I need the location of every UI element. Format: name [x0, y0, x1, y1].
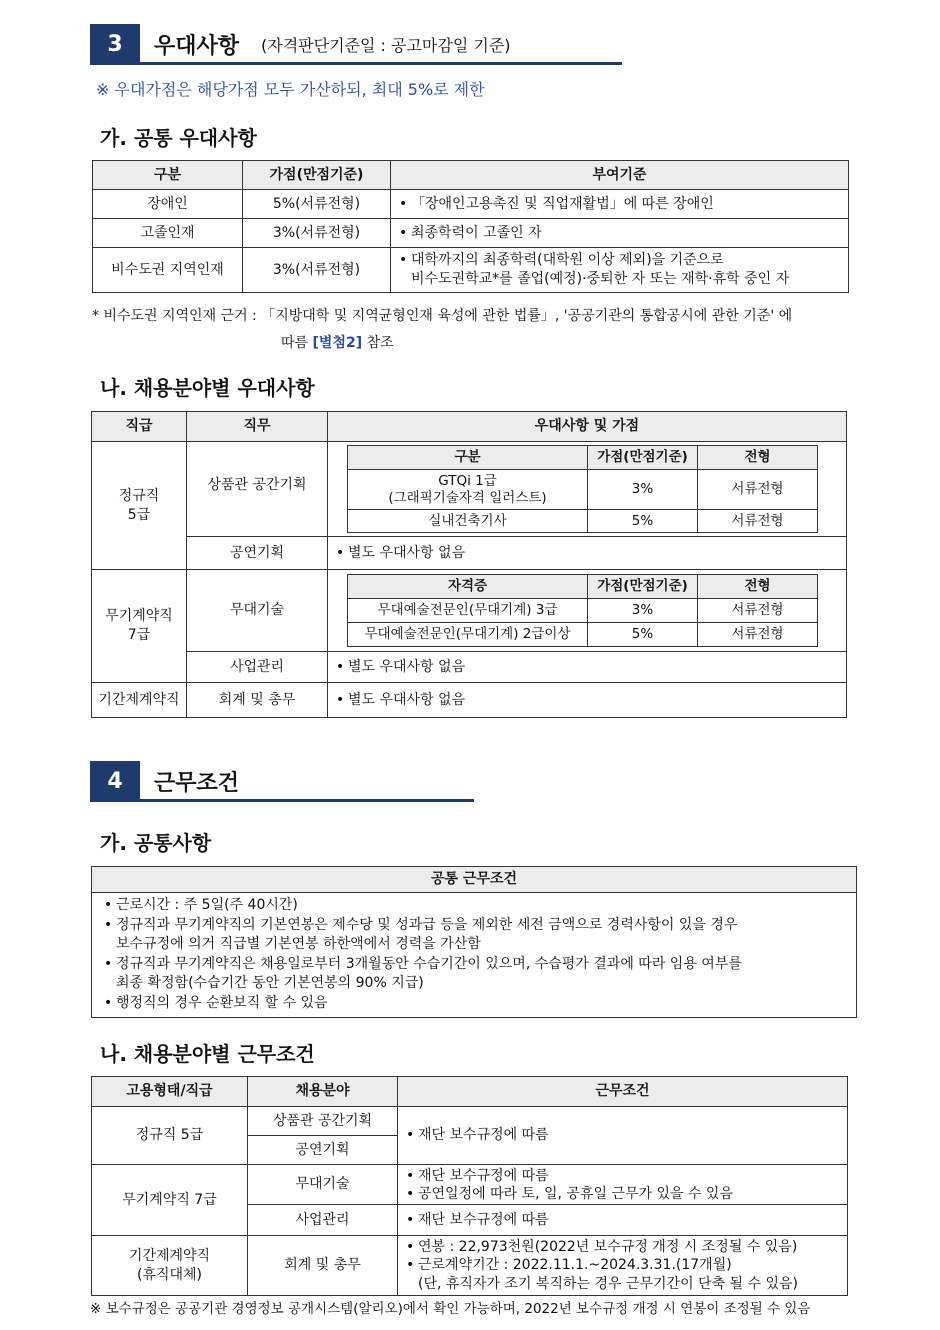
col-header: 근무조건 — [398, 1077, 848, 1107]
col-header: 우대사항 및 가점 — [328, 412, 847, 442]
field-conditions-heading: 나. 채용분야별 근무조건 — [100, 1042, 315, 1066]
table-row — [92, 570, 847, 652]
field-cell: 회계 및 총무 — [248, 1236, 398, 1296]
section-number: 3 — [90, 24, 140, 64]
table-row — [93, 190, 849, 219]
criteria-cell: • 최종학력이 고졸인 자 — [391, 219, 849, 248]
conditions-list-cell — [92, 893, 857, 1018]
duty-cell: 회계 및 총무 — [187, 683, 328, 718]
table-row — [92, 1236, 848, 1296]
category-cell: 고졸인재 — [93, 219, 243, 248]
section-4-header — [90, 761, 239, 801]
table-row — [92, 683, 847, 718]
table-row — [92, 1107, 848, 1136]
common-preference-table — [92, 160, 849, 293]
certificate-points-table — [347, 574, 818, 647]
grade-cell: 무기계약직 7급 — [92, 570, 187, 683]
duty-cell: 상품관 공간기획 — [187, 442, 328, 537]
field-preference-table — [91, 411, 847, 718]
criteria-cell: • 「장애인고용촉진 및 직업재활법」에 따른 장애인 — [391, 190, 849, 219]
attachment-2-link[interactable]: [별첨2] — [312, 335, 363, 351]
condition-cell: • 재단 보수규정에 따름 • 공연일정에 따라 토, 일, 공휴일 근무가 있을 수 있음 — [398, 1165, 848, 1205]
field-cell: 상품관 공간기획 — [248, 1107, 398, 1136]
category-cell: 장애인 — [93, 190, 243, 219]
table-row — [93, 219, 849, 248]
col-header: 부여기준 — [391, 161, 849, 190]
col-header: 가점(만점기준) — [243, 161, 391, 190]
criteria-cell: • 대학까지의 최종학력(대학원 이상 제외)을 기준으로 비수도권학교*를 졸업(예정)·중퇴한 자 또는 재학·휴학 중인 자 — [391, 248, 849, 293]
common-preference-heading: 가. 공통 우대사항 — [100, 126, 257, 150]
duty-cell: 무대기술 — [187, 570, 328, 652]
section-title: 근무조건 — [154, 770, 240, 796]
table-row: 실내건축기사 5% 서류전형 — [348, 510, 818, 533]
section-subtitle: (자격판단기준일 : 공고마감일 기준) — [261, 35, 511, 55]
list-item: • 정규직과 무기계약직은 채용일로부터 3개월동안 수습기간이 있으며, 수습평가 결과에 따라 임용 여부를 최종 확정함(수습기간 동안 기본연봉의 90% 지급) — [102, 955, 848, 994]
grade-cell: 정규직 5급 — [92, 442, 187, 570]
category-cell: 비수도권 지역인재 — [93, 248, 243, 293]
field-cell: 사업관리 — [248, 1205, 398, 1236]
nested-cell — [328, 570, 847, 652]
grade-cell: 기간제계약직 (휴직대체) — [92, 1236, 248, 1296]
table-row — [92, 652, 847, 683]
col-header: 가점(만점기준) — [588, 575, 698, 599]
col-header: 채용분야 — [248, 1077, 398, 1107]
list-item: • 행정직의 경우 순환보직 할 수 있음 — [102, 994, 848, 1014]
col-header: 직급 — [92, 412, 187, 442]
field-preference-heading: 나. 채용분야별 우대사항 — [100, 376, 315, 400]
section-3-header — [90, 24, 511, 64]
col-header: 직무 — [187, 412, 328, 442]
section-underline — [90, 799, 474, 802]
field-conditions-table — [91, 1076, 848, 1296]
col-header: 구분 — [93, 161, 243, 190]
nested-cell — [328, 442, 847, 537]
table-row: 무대예술전문인(무대기계) 2급이상 5% 서류전형 — [348, 623, 818, 647]
points-cell: 3%(서류전형) — [243, 219, 391, 248]
table-row — [93, 248, 849, 293]
list-item: • 정규직과 무기계약직의 기본연봉은 제수당 및 성과급 등을 제외한 세전 금액으로 경력사항이 있을 경우 보수규정에 의거 직급별 기본연봉 하한액에서 경력을 가산함 — [102, 916, 848, 955]
table-row — [92, 442, 847, 537]
common-conditions-heading: 가. 공통사항 — [100, 831, 212, 855]
field-cell: 무대기술 — [248, 1165, 398, 1205]
grade-cell: 무기계약직 7급 — [92, 1165, 248, 1236]
common-conditions-table — [91, 866, 857, 1018]
regional-talent-footnote: * 비수도권 지역인재 근거 : 「지방대학 및 지역균형인재 육성에 관한 법률」, '공공기관의 통합공시에 관한 기준' 에 따름 [별첨2] 참조 — [92, 308, 793, 351]
certificate-points-table — [347, 445, 818, 533]
table-row: GTQi 1급 (그래픽기술자격 일러스트) 3% 서류전형 — [348, 470, 818, 510]
table-row — [92, 1165, 848, 1205]
condition-cell: • 재단 보수규정에 따름 — [398, 1107, 848, 1165]
section-number: 4 — [90, 761, 140, 801]
col-header: 자격증 — [348, 575, 588, 599]
points-cell: 3%(서류전형) — [243, 248, 391, 293]
grade-cell: 정규직 5급 — [92, 1107, 248, 1165]
bonus-limit-note: ※ 우대가점은 해당가점 모두 가산하되, 최대 5%로 제한 — [96, 80, 485, 99]
preference-cell: • 별도 우대사항 없음 — [328, 537, 847, 570]
field-cell: 공연기획 — [248, 1136, 398, 1165]
condition-cell: • 연봉 : 22,973천원(2022년 보수규정 개정 시 조정될 수 있음) • 근로계약기간 : 2022.11.1.~2024.3.31.(17개월) (단, 휴직자가 조기 복직하는 경우 근무기간이 단축 될 수 있음) — [398, 1236, 848, 1296]
col-header: 전형 — [698, 446, 818, 470]
grade-cell: 기간제계약직 — [92, 683, 187, 718]
col-header: 구분 — [348, 446, 588, 470]
table-row: 무대예술전문인(무대기계) 3급 3% 서류전형 — [348, 599, 818, 623]
points-cell: 5%(서류전형) — [243, 190, 391, 219]
duty-cell: 공연기획 — [187, 537, 328, 570]
preference-cell: • 별도 우대사항 없음 — [328, 652, 847, 683]
list-item: • 근로시간 : 주 5일(주 40시간) — [102, 896, 848, 916]
col-header: 전형 — [698, 575, 818, 599]
preference-cell: • 별도 우대사항 없음 — [328, 683, 847, 718]
condition-cell: • 재단 보수규정에 따름 — [398, 1205, 848, 1236]
col-header: 공통 근무조건 — [92, 867, 857, 893]
salary-regulation-footnote: ※ 보수규정은 공공기관 경영정보 공개시스템(알리오)에서 확인 가능하며, 2022년 보수규정 개정 시 연봉이 조정될 수 있음 — [90, 1301, 811, 1317]
col-header: 가점(만점기준) — [588, 446, 698, 470]
section-underline — [90, 62, 622, 65]
col-header: 고용형태/직급 — [92, 1077, 248, 1107]
table-row — [92, 537, 847, 570]
duty-cell: 사업관리 — [187, 652, 328, 683]
section-title: 우대사항 — [154, 33, 240, 59]
